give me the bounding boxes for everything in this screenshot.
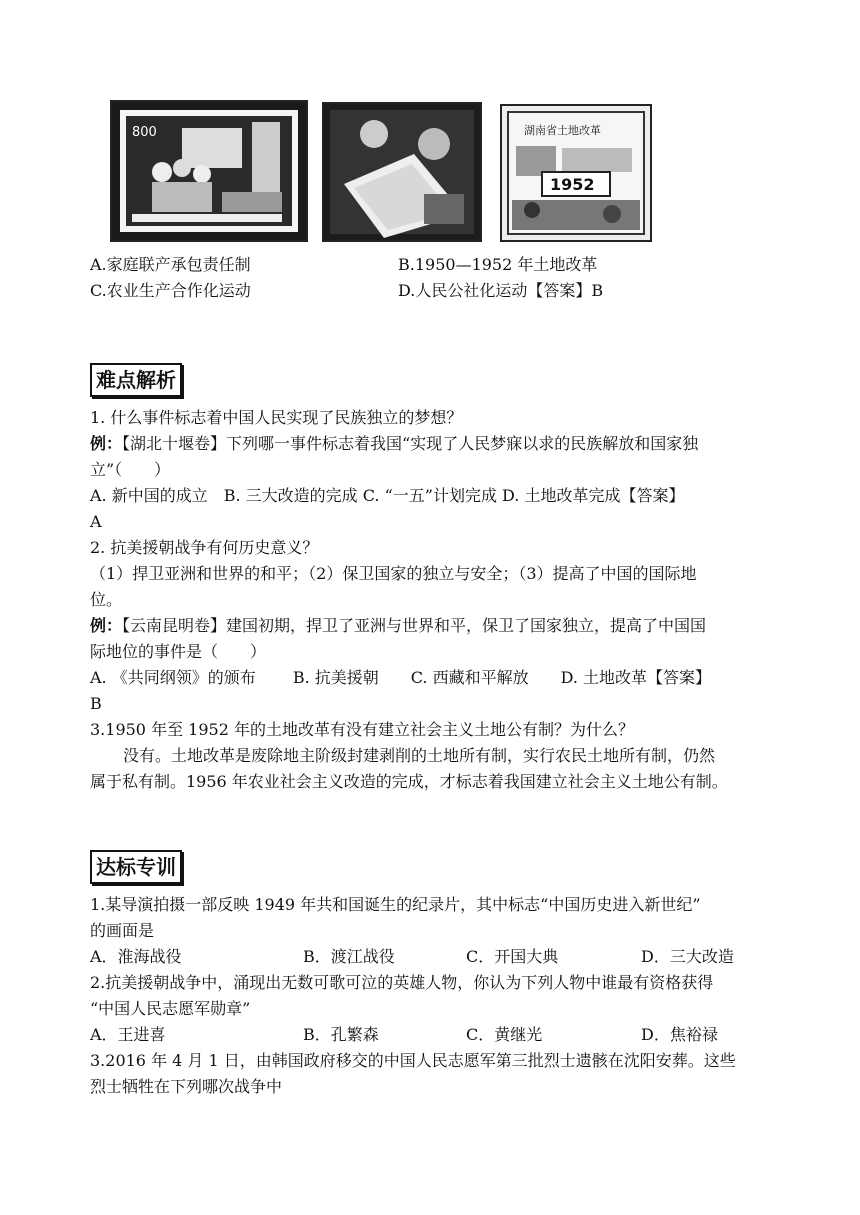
section-title-practice: 达标专训 (90, 850, 182, 884)
q2-answer-line-2: 位。 (90, 590, 123, 609)
practice-q2-line-1: 2.抗美援朝战争中，涌现出无数可歌可泣的英雄人物，你认为下列人物中谁最有资格获得 (90, 973, 714, 992)
example-1-options: A. 新中国的成立 B. 三大改造的完成 C. “一五”计划完成 D. 土地改革完成【答案】 (90, 486, 685, 505)
practice-q2-line-2: “中国人民志愿军勋章” (90, 999, 251, 1018)
example-2-answer: B (90, 694, 102, 713)
option-b: B.1950—1952 年土地改革 (398, 255, 598, 274)
stamp-1-value: 800 (132, 125, 157, 140)
example-2-options: A. 《共同纲领》的颁布 B. 抗美援朝 C. 西藏和平解放 D. 土地改革【答案】 (90, 668, 712, 687)
practice-q2-option-a: A．王进喜 (90, 1025, 166, 1044)
practice-q1-option-d: D．三大改造 (641, 947, 734, 966)
stamp-3-banner: 湖南省土地改革 (524, 124, 601, 137)
option-a: A.家庭联产承包责任制 (90, 255, 251, 274)
example-2-text: 【云南昆明卷】建国初期，捍卫了亚洲与世界和平，保卫了国家独立，提高了中国国 (122, 616, 707, 635)
example-1-line-2: 立”（ ） (90, 460, 171, 479)
example-2-line-1 (90, 613, 706, 639)
difficult-q1: 1. 什么事件标志着中国人民实现了民族独立的梦想？ (90, 408, 463, 427)
practice-q2-option-d: D．焦裕禄 (641, 1025, 718, 1044)
difficult-q3: 3.1950 年至 1952 年的土地改革有没有建立社会主义土地公有制？为什么？ (90, 720, 634, 739)
practice-q1-option-b: B．渡江战役 (303, 947, 395, 966)
option-c: C.农业生产合作化运动 (90, 281, 251, 300)
stamp-image-1 (110, 100, 308, 242)
practice-q1-line-1: 1.某导演拍摄一部反映 1949 年共和国诞生的纪录片，其中标志“中国历史进入新世纪” (90, 895, 701, 914)
option-d: D.人民公社化运动【答案】B (398, 281, 604, 300)
example-1-text: 【湖北十堰卷】下列哪一事件标志着我国“实现了人民梦寐以求的民族解放和国家独 (122, 434, 699, 453)
stamp-image-3 (500, 104, 652, 242)
section-title-difficult: 难点解析 (90, 363, 182, 397)
example-1-answer: A (90, 512, 102, 531)
practice-q1-option-c: C．开国大典 (466, 947, 559, 966)
example-label: 例： (90, 434, 123, 453)
practice-q2-option-c: C．黄继光 (466, 1025, 543, 1044)
stamp-image-2 (322, 102, 482, 242)
practice-q3-line-1: 3.2016 年 4 月 1 日，由韩国政府移交的中国人民志愿军第三批烈士遗骸在沈阳安葬。这些 (90, 1051, 736, 1070)
q3-answer-line-1: 没有。土地改革是废除地主阶级封建剥削的土地所有制，实行农民土地所有制，仍然 (123, 746, 716, 765)
q2-answer-line-1: （1）捍卫亚洲和世界的和平；（2）保卫国家的独立与安全；（3）提高了中国的国际地 (90, 564, 697, 583)
q3-answer-line-2: 属于私有制。1956 年农业社会主义改造的完成，才标志着我国建立社会主义土地公有制。 (90, 772, 728, 791)
stamp-3-graphic (502, 106, 650, 240)
practice-q1-line-2: 的画面是 (90, 921, 155, 940)
stamp-3-year: 1952 (550, 175, 595, 194)
practice-q2-option-b: B．孔繁森 (303, 1025, 379, 1044)
example-1-line-1 (90, 431, 698, 457)
stamp-1-graphic (112, 102, 306, 240)
difficult-q2: 2. 抗美援朝战争有何历史意义？ (90, 538, 319, 557)
example-label: 例： (90, 616, 123, 635)
stamp-2-graphic (324, 104, 480, 240)
practice-q1-option-a: A．淮海战役 (90, 947, 182, 966)
practice-q3-line-2: 烈士牺牲在下列哪次战争中 (90, 1077, 283, 1096)
example-2-line-2: 际地位的事件是（ ） (90, 642, 267, 661)
